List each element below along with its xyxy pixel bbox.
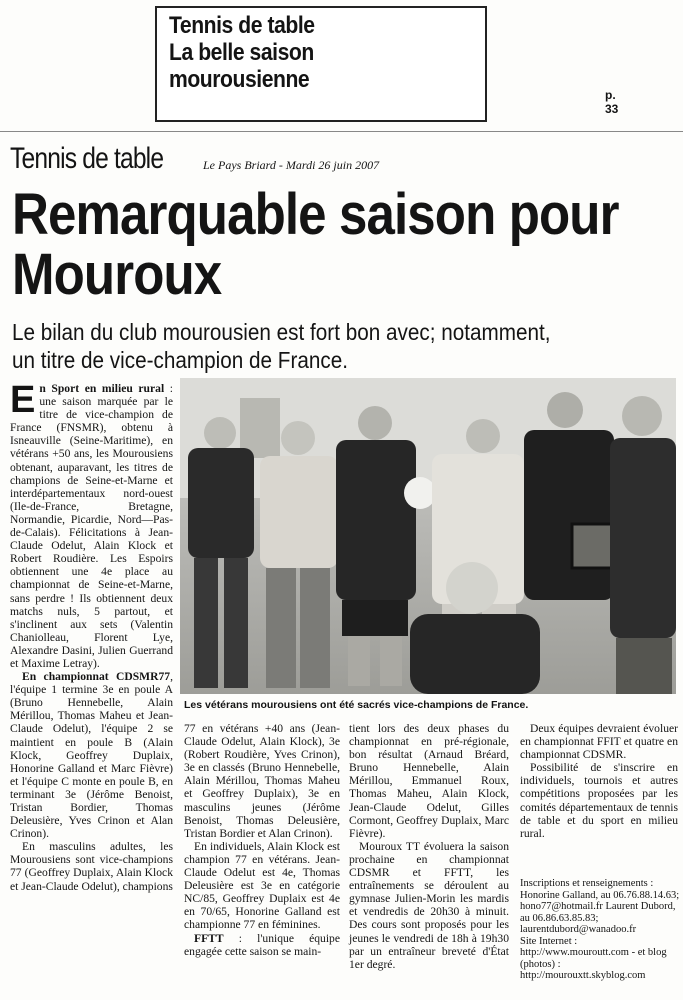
contact-line-2: Site Internet : http://www.mouroutt.com - et blog (photos) : http://mourouxtt.skyblog.com bbox=[520, 935, 667, 981]
contact-line-1: Inscriptions et renseignements : Honorine Galland, au 06.76.88.14.63; hono77@hotmail.fr Laurent Dubord, au 06.86.63.85.83; laurentdubord@wanadoo.fr bbox=[520, 878, 680, 935]
fftt-label: FFTT bbox=[194, 931, 224, 945]
teaser-title bbox=[169, 12, 315, 93]
col3-paragraph-2: Mouroux TT évoluera la saison prochaine en championnat CDSMR et FFTT, les entraînements se déroulent au gymnase Julien-Morin les mardis et vendredis de 20h30 à minuit. Des cours sont proposés pour les jeunes le vendredi de 18h à 19h30 par un entraîneur breveté d'État 1er degré. bbox=[349, 839, 509, 971]
teaser-box bbox=[155, 6, 619, 122]
intro-text: : une saison marquée par le titre de vice-champion de France (FNSMR), obtenu à Isneauville (Seine-Maritime), en vétérans +50 ans, les Mourousiens obtenant, auparavant, les titres de champions de Seine-et-Marne et interdépartementaux nord-ouest (Ile-de-France, Bretagne, Normandie, Picardie, Nord—Pas-de-Calais). Félicitations à Jean-Claude Odelut, Alain Klock et Robert Roudière. Les Espoirs obtiennent une 4e place au championnat de Seine-et-Marne, sans perdre ! Ils obtiennent deux matchs nuls, 5 partout, et s'inclinent aux sets (Valentin Chaniolleau, Florent Lye, Alexandre Dasini, Julien Guerrand et Maxime Letray). bbox=[10, 382, 173, 670]
col4-paragraph-2: Possibilité de s'inscrire en individuels, tournois et autres compétitions proposées par les comités départementaux de tennis de table et du sport en milieu rural. bbox=[520, 761, 678, 840]
cdsmr-label: En championnat CDSMR77 bbox=[22, 670, 171, 684]
col3-paragraph-1: tient lors des deux phases du championnat en pré-régionale, bon résultat (Arnaud Bréard, Bruno Hennebelle, Alain Mérillou, Emmanuel Roux, Thomas Maheu, Alain Klock, Jean-Claude Odelut, Gilles Cormont, Geoffrey Duplaix, Marc Fièvre). bbox=[349, 722, 509, 840]
article-column-1 bbox=[10, 379, 173, 893]
fftt-text: : l'unique équipe engagée cette saison se main- bbox=[184, 931, 340, 958]
article-rubric: Tennis de table bbox=[10, 142, 164, 175]
masculins-paragraph: En masculins adultes, les Mourousiens sont vice-champions 77 (Geoffrey Duplaix, Alain Klock et Jean-Claude Odelut), champions bbox=[10, 840, 173, 893]
teaser-page-ref: p. 33 bbox=[605, 88, 619, 116]
divider bbox=[0, 131, 683, 132]
teaser-line-1: Tennis de table bbox=[169, 12, 315, 39]
headline-line-2: Mouroux bbox=[12, 242, 222, 307]
teaser-line-2: La belle saison bbox=[169, 39, 314, 66]
team-photo bbox=[180, 378, 676, 694]
lead-line-1: Le bilan du club mourousien est fort bon avec; notamment, bbox=[12, 319, 551, 345]
article-headline bbox=[12, 182, 619, 307]
article-column-2 bbox=[184, 722, 340, 958]
article-column-4 bbox=[520, 722, 678, 840]
intro-label: n Sport en milieu rural bbox=[39, 382, 165, 395]
lead-line-2: un titre de vice-champion de France. bbox=[12, 347, 348, 373]
intro-paragraph bbox=[10, 379, 173, 670]
article-source: Le Pays Briard - Mardi 26 juin 2007 bbox=[203, 158, 380, 172]
headline-line-1: Remarquable saison pour bbox=[12, 182, 619, 247]
cdsmr-text: , l'équipe 1 termine 3e en poule A (Bruno Hennebelle, Alain Mérillou, Thomas Maheu et Jean-Claude Odelut), l'équipe 2 se maintient en poule B (Alain Klock, Geoffrey Duplaix, Honorine Galland et Marc Fièvre) et l'équipe C monte en poule B, en terminant 3e (Jérôme Benoist, Tristan Bordier, Thomas Deleusière, Yves Crinon et Alan Crinon). bbox=[10, 670, 173, 841]
col2-paragraph-2: En individuels, Alain Klock est champion 77 en vétérans. Jean-Claude Odelut est 4e, Thomas Deleusière est 3e en catégorie NC/85, Geoffrey Duplaix est 4e en 70/65, Honorine Galland est championne 77 en féminines. bbox=[184, 839, 340, 932]
article-lead bbox=[12, 318, 615, 374]
col4-paragraph-1: Deux équipes devraient évoluer en championnat FFIT et quatre en championnat CDSMR. bbox=[520, 722, 678, 762]
contact-info bbox=[520, 878, 680, 982]
team-photo-drawing bbox=[180, 378, 676, 694]
col2-paragraph-1: 77 en vétérans +40 ans (Jean-Claude Odelut, Alain Klock), 3e (Robert Roudière, Yves Crinon), 3e en classés (Bruno Hennebelle, Alain Mérillou, Thomas Maheu et Geoffrey Duplaix), 3e en masculins jeunes (Jérôme Benoist, Thomas Deleusière, Tristan Bordier et Alan Crinon). bbox=[184, 722, 340, 840]
article-column-3 bbox=[349, 722, 509, 971]
fftt-paragraph bbox=[184, 932, 340, 958]
photo-caption: Les vétérans mourousiens ont été sacrés vice-champions de France. bbox=[184, 699, 529, 711]
cdsmr-paragraph bbox=[10, 670, 173, 840]
drop-cap: E bbox=[10, 379, 36, 421]
teaser-line-3: mourousienne bbox=[169, 66, 310, 93]
